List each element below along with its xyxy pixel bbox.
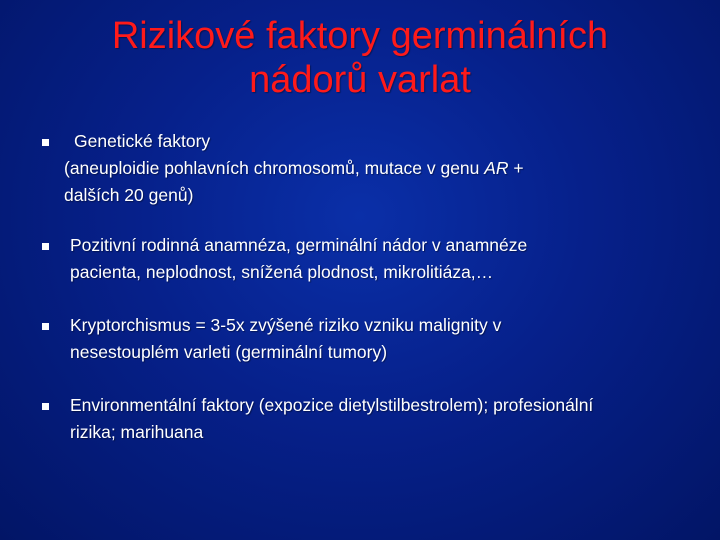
bullet-text-line: nesestouplém varleti (germinální tumory) <box>70 342 388 362</box>
bullet-item-genetic <box>38 128 688 209</box>
bullet-text-line: Kryptorchismus = 3-5x zvýšené riziko vzniku malignity v <box>70 315 502 335</box>
bullet-text-line: Environmentální faktory (expozice dietylstilbestrolem); profesionální <box>70 395 594 415</box>
slide-title <box>20 14 700 102</box>
bullet-text-line: pacienta, neplodnost, snížená plodnost, mikrolitiáza,… <box>70 262 494 282</box>
square-bullet-icon <box>42 403 49 410</box>
bullet-text-line: Pozitivní rodinná anamnéza, germinální nádor v anamnéze <box>70 235 528 255</box>
bullet-text-line: Genetické faktory <box>74 131 211 151</box>
bullet-text-line: rizika; marihuana <box>70 422 204 442</box>
bullet-text-segment: (aneuploidie pohlavních chromosomů, mutace v genu <box>64 158 485 178</box>
bullet-list <box>38 128 688 446</box>
gene-name-italic: AR <box>484 158 509 178</box>
square-bullet-icon <box>42 323 49 330</box>
bullet-item-family-history <box>38 232 688 286</box>
bullet-item-environmental <box>38 392 688 446</box>
title-line-1: Rizikové faktory germinálních <box>111 15 609 57</box>
square-bullet-icon <box>42 243 49 250</box>
title-line-2: nádorů varlat <box>249 59 471 101</box>
square-bullet-icon <box>42 139 49 146</box>
bullet-text-line <box>64 155 688 182</box>
bullet-text-segment: + <box>508 158 524 178</box>
bullet-text-line: dalších 20 genů) <box>64 185 194 205</box>
bullet-item-cryptorchidism <box>38 312 688 366</box>
